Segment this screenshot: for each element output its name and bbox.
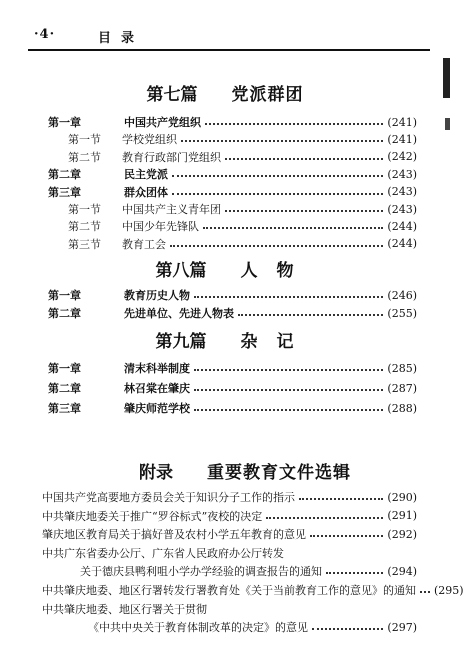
page-ref: (243) [387,185,417,199]
leader-dots [299,498,383,500]
header-rule [28,49,430,51]
part-title [0,80,450,105]
entry-title: 教育行政部门党组织 [122,150,221,164]
entry-title: 《中共中央关于教育体制改革的决定》的意见 [88,621,308,635]
toc-entry [42,489,417,505]
entry-title: 中共广东省委办公厅、广东省人民政府办公厅转发 [42,546,284,560]
page-ref: (243) [387,202,417,216]
chapter-label: 第二章 [48,382,81,395]
part-name: 党派群团 [231,85,304,105]
page-ref: (295) [434,583,464,597]
entry-title: 教育历史人物 [124,289,190,302]
chapter-label: 第三章 [48,402,81,415]
page-ref: (294) [387,564,417,578]
leader-dots [266,517,383,519]
entry-title: 肇庆地区教育局关于搞好普及农村小学五年教育的意见 [42,528,306,542]
part-number: 第九篇 [155,332,207,352]
entry-title: 中共肇庆地委、地区行署关于贯彻 [42,602,207,616]
entry-title: 林召棠在肇庆 [124,382,190,395]
entry-title: 民主党派 [124,168,168,182]
part-name: 人 物 [240,261,295,281]
entry-title: 群众团体 [124,185,168,199]
page-ref: (288) [387,401,417,415]
leader-dots [310,535,383,537]
part-title [0,256,450,281]
entry-title: 学校党组织 [122,133,177,147]
page-ref: (246) [387,288,417,302]
part-title [0,327,450,352]
leader-dots [194,389,383,391]
section-label: 第三节 [68,237,101,251]
entry-title: 中国少年先锋队 [122,220,199,234]
toc-entry [68,131,417,147]
leader-dots [312,628,383,630]
toc-entry [68,236,417,252]
toc-entry [68,149,417,165]
header-title: 目录 [98,31,145,46]
leader-dots [225,158,383,160]
leader-dots [172,175,383,177]
toc-entry [48,184,417,200]
running-header [28,27,428,49]
page-ref: (297) [387,620,417,634]
leader-dots [225,210,383,212]
toc-entry [48,360,417,376]
page-ref: (291) [387,509,417,523]
entry-title: 中共肇庆地委、地区行署转发行署教育处《关于当前教育工作的意见》的通知 [42,584,416,597]
leader-dots [420,591,430,593]
leader-dots [194,296,383,298]
chapter-label: 第一章 [48,116,81,129]
entry-title: 中国共产主义青年团 [122,203,221,216]
toc-entry [42,582,464,598]
leader-dots [181,140,383,142]
page-ref: (255) [387,306,417,320]
page-ref: (241) [387,115,417,129]
toc-entry [88,619,417,635]
toc-entry [80,563,417,579]
section-label: 第二节 [68,220,101,234]
toc-entry [42,508,417,524]
leader-dots [172,193,383,195]
page-ref: (242) [387,150,417,164]
chapter-label: 第二章 [48,307,81,320]
entry-title: 中国共产党组织 [124,116,201,129]
toc-entry [42,545,417,561]
part-number: 附录 [139,463,173,483]
toc-entry [48,400,417,416]
section-label: 第一节 [68,203,101,216]
toc-entry [68,201,417,217]
part-name: 重要教育文件选辑 [207,463,351,483]
chapter-label: 第三章 [48,185,81,199]
part-number: 第七篇 [146,85,198,105]
scan-edge-mark [445,118,450,130]
entry-title: 关于德庆县鸭利咀小学办学经验的调查报告的通知 [80,565,322,579]
toc-entry [48,114,417,130]
page-number: ·4· [34,27,56,42]
page-ref: (290) [387,490,417,504]
page-ref: (244) [387,237,417,251]
leader-dots [205,123,383,125]
leader-dots [170,245,383,247]
entry-title: 肇庆师范学校 [124,402,190,415]
page-ref: (285) [387,361,417,375]
chapter-label: 第一章 [48,289,81,302]
section-label: 第一节 [68,133,101,147]
leader-dots [194,369,383,371]
entry-title: 清末科举制度 [124,362,190,375]
page-ref: (243) [387,167,417,181]
page-ref: (287) [387,381,417,395]
section-label: 第二节 [68,150,101,164]
entry-title: 先进单位、先进人物表 [124,307,234,320]
leader-dots [238,314,383,316]
toc-entry [48,305,417,321]
leader-dots [326,572,383,574]
toc-entry [48,287,417,303]
chapter-label: 第一章 [48,362,81,375]
part-name: 杂 记 [240,332,295,352]
toc-entry [68,218,417,234]
part-title [20,458,470,483]
toc-entry [42,526,417,542]
toc-entry [42,601,417,617]
entry-title: 中共肇庆地委关于推广“罗谷标式”夜校的决定 [42,509,263,523]
toc-entry [48,166,417,182]
chapter-label: 第二章 [48,168,81,182]
part-number: 第八篇 [155,261,207,281]
leader-dots [194,409,383,411]
toc-entry [48,380,417,396]
page-ref: (241) [387,132,417,146]
entry-title: 教育工会 [122,237,166,251]
entry-title: 中国共产党高要地方委员会关于知识分子工作的指示 [42,491,295,504]
page-ref: (292) [387,527,417,541]
leader-dots [203,227,383,229]
page-ref: (244) [387,219,417,233]
